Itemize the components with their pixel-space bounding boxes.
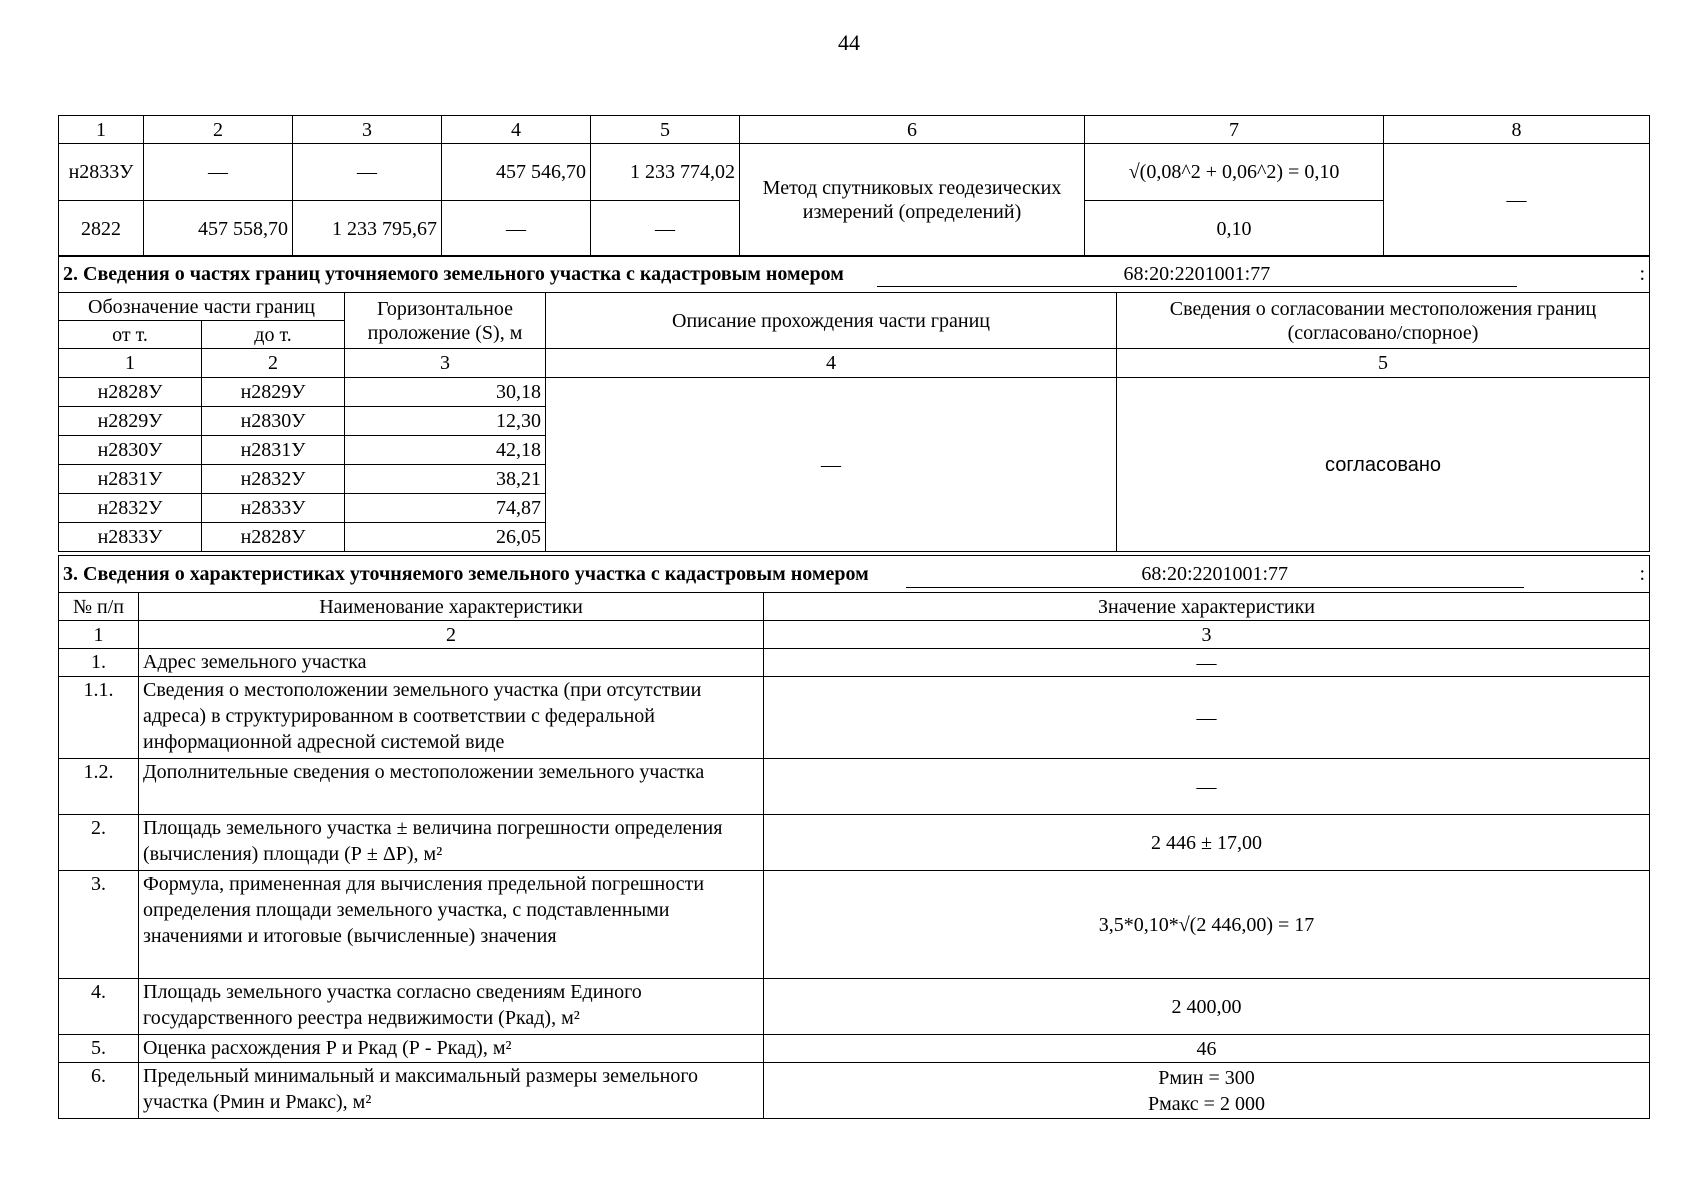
row-value: — xyxy=(764,759,1650,815)
row-name: Площадь земельного участка ± величина погрешности определения (вычисления) площади (Р ± ΔР), м² xyxy=(139,815,764,871)
col-number: 3 xyxy=(345,349,546,378)
col-number: 1 xyxy=(59,621,139,649)
section2-title-cell xyxy=(59,256,1650,293)
row-name: Сведения о местоположении земельного участка (при отсутствии адреса) в структурированном в соответствии с федеральной информационной адресной системой виде xyxy=(139,677,764,759)
point-name: 2822 xyxy=(59,201,144,257)
cell: — xyxy=(144,144,293,201)
row-value: 2 446 ± 17,00 xyxy=(764,815,1650,871)
row-num: 1.1. xyxy=(59,677,139,759)
cell: 1 233 774,02 xyxy=(591,144,740,201)
cell: 1 233 795,67 xyxy=(293,201,442,257)
col-header: 1 xyxy=(59,116,144,144)
cell: — xyxy=(442,201,591,257)
row-name: Предельный минимальный и максимальный размеры земельного участка (Рмин и Рмакс), м² xyxy=(139,1063,764,1119)
length: 38,21 xyxy=(345,465,546,494)
row-value: — xyxy=(764,649,1650,677)
cell: 457 558,70 xyxy=(144,201,293,257)
header-row xyxy=(59,593,1650,621)
boundary-parts-table xyxy=(58,255,1650,552)
agree-value: согласовано xyxy=(1117,378,1650,552)
to-point: н2831У xyxy=(202,436,345,465)
value-max: Рмакс = 2 000 xyxy=(1148,1092,1265,1115)
page-number: 44 xyxy=(838,30,860,55)
table-row xyxy=(59,649,1650,677)
length: 30,18 xyxy=(345,378,546,407)
table-row xyxy=(59,677,1650,759)
header-row xyxy=(59,293,1650,321)
table-row xyxy=(59,1035,1650,1063)
table-row xyxy=(59,378,1650,407)
header-value: Значение характеристики xyxy=(764,593,1650,621)
to-point: н2833У xyxy=(202,494,345,523)
length: 12,30 xyxy=(345,407,546,436)
row-num: 2. xyxy=(59,815,139,871)
row-value xyxy=(764,1063,1650,1119)
col-header: 2 xyxy=(144,116,293,144)
from-point: н2832У xyxy=(59,494,202,523)
header-num: № п/п xyxy=(59,593,139,621)
characteristics-table xyxy=(58,555,1650,1119)
row-value: 3,5*0,10*√(2 446,00) = 17 xyxy=(764,871,1650,979)
row-name: Дополнительные сведения о местоположении земельного участка xyxy=(139,759,764,815)
method-cell: Метод спутниковых геодезических измерений (определений) xyxy=(740,144,1085,257)
to-point: н2829У xyxy=(202,378,345,407)
table-row xyxy=(59,759,1650,815)
from-point: н2833У xyxy=(59,523,202,552)
row-num: 1. xyxy=(59,649,139,677)
section2-title-row xyxy=(59,256,1650,293)
coordinates-header-row xyxy=(59,116,1650,144)
table-row xyxy=(59,979,1650,1035)
row-name: Площадь земельного участка согласно сведениям Единого государственного реестра недвижимости (Ркад), м² xyxy=(139,979,764,1035)
section3-colon: : xyxy=(1639,562,1645,585)
col-header: 8 xyxy=(1384,116,1650,144)
header-desc: Описание прохождения части границ xyxy=(546,293,1117,349)
row-num: 5. xyxy=(59,1035,139,1063)
row-value: 46 xyxy=(764,1035,1650,1063)
from-point: н2830У xyxy=(59,436,202,465)
to-point: н2832У xyxy=(202,465,345,494)
row-num: 4. xyxy=(59,979,139,1035)
length: 26,05 xyxy=(345,523,546,552)
to-point: н2830У xyxy=(202,407,345,436)
table-row xyxy=(59,144,1650,201)
cell: — xyxy=(591,201,740,257)
col-header: 4 xyxy=(442,116,591,144)
col-header: 7 xyxy=(1085,116,1384,144)
from-point: н2831У xyxy=(59,465,202,494)
col8-cell: — xyxy=(1384,144,1650,257)
col-number: 5 xyxy=(1117,349,1650,378)
section3-title-row xyxy=(59,556,1650,593)
table-row xyxy=(59,815,1650,871)
section2-title: 2. Сведения о частях границ уточняемого земельного участка с кадастровым номером xyxy=(63,262,844,285)
section3-title-cell xyxy=(59,556,1650,593)
row-name: Оценка расхождения Р и Ркад (Р - Ркад), м² xyxy=(139,1035,764,1063)
row-num: 1.2. xyxy=(59,759,139,815)
col-number: 4 xyxy=(546,349,1117,378)
header-to: до т. xyxy=(202,321,345,349)
cell: 457 546,70 xyxy=(442,144,591,201)
cell: — xyxy=(293,144,442,201)
col-header: 6 xyxy=(740,116,1085,144)
row-value: 2 400,00 xyxy=(764,979,1650,1035)
section2-cadastral-number: 68:20:2201001:77 xyxy=(877,262,1517,287)
cell: 0,10 xyxy=(1085,201,1384,257)
table-row xyxy=(59,871,1650,979)
col-number-row xyxy=(59,621,1650,649)
point-name: н2833У xyxy=(59,144,144,201)
table-row xyxy=(59,1063,1650,1119)
row-name: Адрес земельного участка xyxy=(139,649,764,677)
header-agree: Сведения о согласовании местоположения границ (согласовано/спорное) xyxy=(1117,293,1650,349)
section2-colon: : xyxy=(1639,262,1645,285)
value-min: Рмин = 300 xyxy=(1158,1066,1255,1089)
coordinates-table xyxy=(58,115,1650,257)
col-number: 2 xyxy=(139,621,764,649)
from-point: н2828У xyxy=(59,378,202,407)
length: 74,87 xyxy=(345,494,546,523)
section3-title: 3. Сведения о характеристиках уточняемого земельного участка с кадастровым номером xyxy=(63,562,869,585)
col-number-row xyxy=(59,349,1650,378)
cell: √(0,08^2 + 0,06^2) = 0,10 xyxy=(1085,144,1384,201)
from-point: н2829У xyxy=(59,407,202,436)
col-header: 5 xyxy=(591,116,740,144)
row-num: 3. xyxy=(59,871,139,979)
row-num: 6. xyxy=(59,1063,139,1119)
header-part: Обозначение части границ xyxy=(59,293,345,321)
header-from: от т. xyxy=(59,321,202,349)
to-point: н2828У xyxy=(202,523,345,552)
desc-value: — xyxy=(546,378,1117,552)
section3-cadastral-number: 68:20:2201001:77 xyxy=(906,561,1524,588)
row-name: Формула, примененная для вычисления предельной погрешности определения площади земельного участка, с подставленными значениями и итоговые (вычисленные) значения xyxy=(139,871,764,979)
col-header: 3 xyxy=(293,116,442,144)
length: 42,18 xyxy=(345,436,546,465)
header-length: Горизонтальное проложение (S), м xyxy=(345,293,546,349)
col-number: 3 xyxy=(764,621,1650,649)
header-name: Наименование характеристики xyxy=(139,593,764,621)
col-number: 2 xyxy=(202,349,345,378)
col-number: 1 xyxy=(59,349,202,378)
row-value: — xyxy=(764,677,1650,759)
